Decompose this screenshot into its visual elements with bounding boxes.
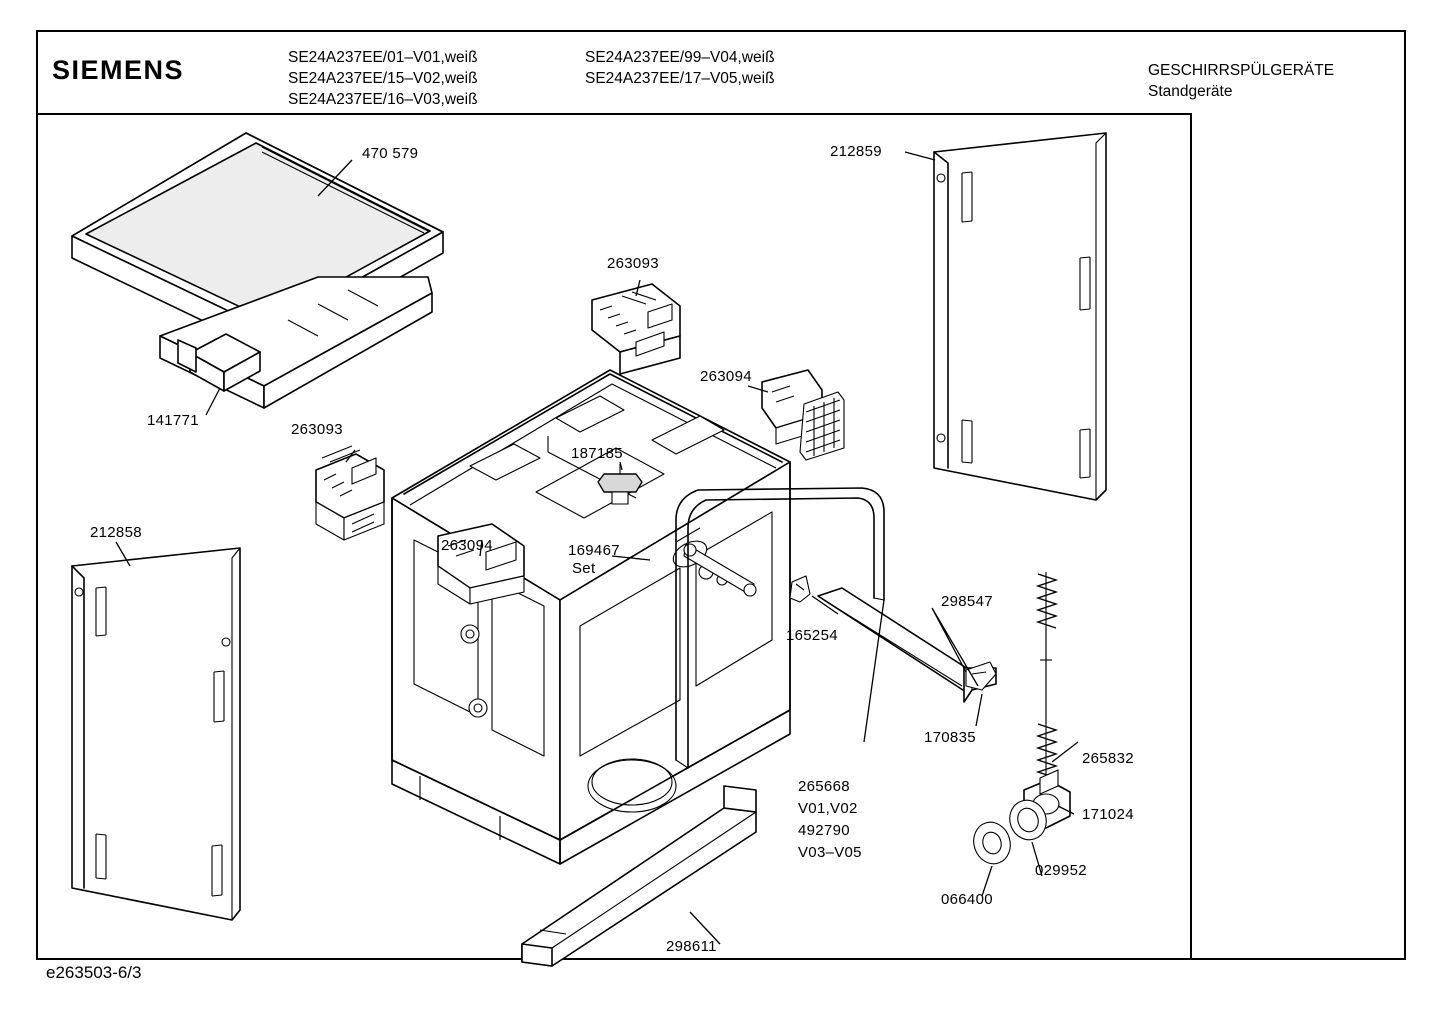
part-washer-066400 — [968, 817, 1015, 868]
part-side-panel-212859 — [934, 133, 1106, 500]
part-label-263094-lower: 263094 — [441, 537, 493, 554]
part-label-263093-lower: 263093 — [291, 421, 343, 438]
model-line: SE24A237EE/15–V02,weiß — [288, 70, 478, 87]
rail-variants-1: V01,V02 — [798, 800, 858, 817]
part-label-265832: 265832 — [1082, 750, 1134, 767]
document-id: e263503-6/3 — [46, 963, 142, 982]
part-connector-263093-upper — [592, 284, 680, 374]
part-label-029952: 029952 — [1035, 862, 1087, 879]
part-label-263093-upper: 263093 — [607, 255, 659, 272]
part-label-470579: 470 579 — [362, 145, 419, 162]
part-label-169467-set: Set — [572, 560, 596, 577]
brand-logo: SIEMENS — [52, 55, 185, 85]
part-label-170835: 170835 — [924, 729, 976, 746]
subcategory-label: Standgeräte — [1148, 83, 1233, 100]
part-label-298547: 298547 — [941, 593, 993, 610]
part-label-066400: 066400 — [941, 891, 993, 908]
part-label-door-rails — [798, 776, 862, 864]
part-label-263094-upper: 263094 — [700, 368, 752, 385]
part-label-169467: 169467 — [568, 542, 620, 559]
part-label-165254: 165254 — [786, 627, 838, 644]
part-side-panel-212858 — [72, 548, 240, 920]
part-label-212859: 212859 — [830, 143, 882, 160]
part-clip-165254 — [790, 576, 810, 602]
part-label-141771: 141771 — [147, 412, 199, 429]
part-label-212858: 212858 — [90, 524, 142, 541]
model-line: SE24A237EE/17–V05,weiß — [585, 70, 775, 87]
rail-number-1: 265668 — [798, 778, 850, 795]
part-connector-263094-upper — [762, 370, 844, 460]
model-line: SE24A237EE/16–V03,weiß — [288, 91, 478, 108]
part-label-171024: 171024 — [1082, 806, 1134, 823]
rail-variants-2: V03–V05 — [798, 844, 862, 861]
model-line: SE24A237EE/99–V04,weiß — [585, 49, 775, 66]
rail-number-2: 492790 — [798, 822, 850, 839]
part-label-298611: 298611 — [666, 938, 717, 955]
part-label-187185: 187185 — [571, 445, 623, 462]
category-label: GESCHIRRSPÜLGERÄTE — [1148, 62, 1335, 79]
model-line: SE24A237EE/01–V01,weiß — [288, 49, 478, 66]
part-connector-263093-lower — [316, 446, 384, 540]
